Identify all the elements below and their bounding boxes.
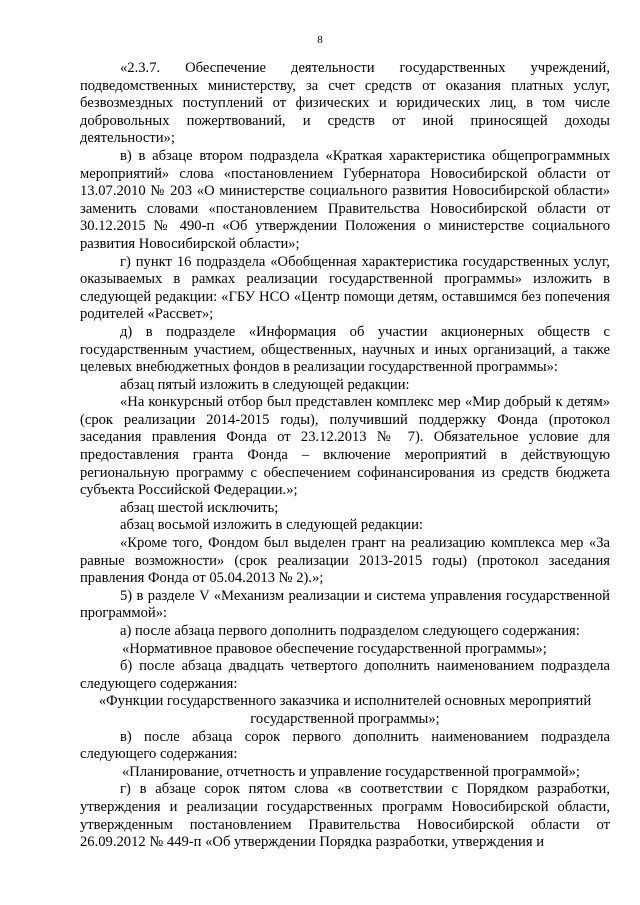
paragraph-mir-dobryj: «На конкурсный отбор был представлен комплекс мер «Мир добрый к детям» (срок реализации 2014-2015 годы), получивший поддержку Фонда (протокол заседания правления Фонда от 23.12.2013 № 7). Обязательное условие для предоставления гранта Фонда – включение мероприятий в действующую региональную программу с обеспечением софинансирования из средств бюджета субъекта Российской Федерации.»; — [80, 394, 610, 499]
subsection-title-planning: «Планирование, отчетность и управление государственной программой»; — [122, 763, 580, 780]
paragraph-abzac-8: абзац восьмой изложить в следующей редакции: — [120, 517, 423, 534]
paragraph-ravnye-vozmozhnosti: «Кроме того, Фондом был выделен грант на реализацию комплекса мер «За равные возможности» (срок реализации 2013-2015 годы) (протокол заседания правления Фонда от 05.04.2013 № 2).»; — [80, 535, 610, 587]
paragraph-2-3-7: «2.3.7. Обеспечение деятельности государственных учреждений, подведомственных министерству, за счет средств от оказания платных услуг, безвозмездных поступлений от физических и юридических лиц, в том числе добровольных пожертвований, и средств от иной приносящей доходы деятельности»; — [80, 60, 610, 147]
paragraph-item-g2: г) в абзаце сорок пятом слова «в соответствии с Порядком разработки, утверждения и реализации государственных программ Новосибирской области, утвержденным постановлением Правительства Новосибирской области от 26.09.2012 № 449-п «Об утверждении Порядка разработки, утверждения и — [80, 781, 610, 851]
paragraph-item-v2: в) после абзаца сорок первого дополнить наименованием подраздела следующего содержания: — [80, 728, 610, 763]
paragraph-item-v: в) в абзаце втором подраздела «Краткая характеристика общепрограммных мероприятий» слова «постановлением Губернатора Новосибирской области от 13.07.2010 № 203 «О министерстве социального развития Новосибирской области» заменить словами «постановлением Правительства Новосибирской области от 30.12.2015 № 490-п «Об утверждении Положения о министерстве социального развития Новосибирской области»; — [80, 147, 610, 252]
paragraph-abzac-6: абзац шестой исключить; — [120, 499, 279, 516]
paragraph-item-d: д) в подразделе «Информация об участии акционерных обществ с государственным участием, общественных, научных и иных организаций, а также целевых внебюджетных фондов в реализации государственной программы»: — [80, 323, 610, 376]
paragraph-item-a: а) после абзаца первого дополнить подразделом следующего содержания: — [120, 623, 580, 639]
paragraph-item-b: б) после абзаца двадцать четвертого дополнить наименованием подраздела следующего содержания: — [80, 658, 610, 692]
paragraph-item-g: г) пункт 16 подраздела «Обобщенная характеристика государственных услуг, оказываемых в рамках реализации государственной программы» изложить в следующей редакции: «ГБУ НСО «Центр помощи детям, оставшимся без попечения родителей «Рассвет»; — [80, 253, 610, 323]
document-body — [80, 60, 610, 852]
subsection-title-normative: «Нормативное правовое обеспечение государственной программы»; — [122, 640, 547, 657]
page-number: 8 — [317, 34, 323, 46]
paragraph-section-5: 5) в разделе V «Механизм реализации и система управления государственной программой»: — [80, 587, 610, 622]
subsection-title-functions: «Функции государственного заказчика и исполнителей основных мероприятий государственной программы»; — [98, 693, 592, 727]
paragraph-abzac-5: абзац пятый изложить в следующей редакции: — [120, 376, 410, 393]
